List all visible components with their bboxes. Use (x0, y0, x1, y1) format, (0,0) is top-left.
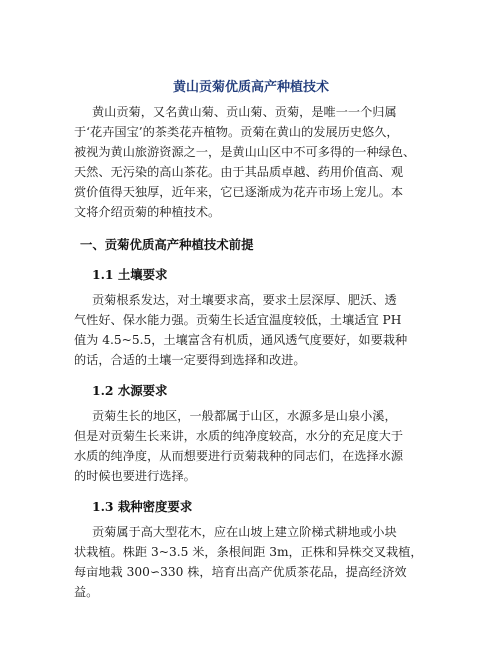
water-line-4: 的时候也要进行选择。 (74, 469, 196, 483)
density-line-4: 益。 (74, 585, 99, 599)
soil-line-4: 的话，合适的土壤一定要得到选择和改进。 (74, 353, 306, 367)
soil-line-3: 值为 4.5~5.5，土壤富含有机质，通风透气度要好，如要栽种 (74, 333, 408, 347)
subsection-1-2-heading: 1.2 水源要求 (92, 383, 168, 398)
intro-line-2: 于‘花卉国宝’的茶类花卉植物。贡菊在黄山的发展历史悠久， (74, 125, 399, 139)
density-line-1: 贡菊属于高大型花木，应在山坡上建立阶梯式耕地或小块 (92, 525, 397, 539)
section-1-heading: 一、贡菊优质高产种植技术前提 (80, 237, 254, 252)
soil-line-2: 气性好、保水能力强。贡菊生长适宜温度较低，土壤适宜 PH (74, 313, 402, 327)
subsection-1-3-heading: 1.3 栽种密度要求 (92, 499, 193, 514)
document-title: 黄山贡菊优质高产种植技术 (172, 80, 329, 95)
water-line-3: 水质的纯净度，从而想要进行贡菊栽种的同志们，在选择水源 (74, 449, 404, 463)
density-line-3: 每亩地栽 300∽330 株，培育出高产优质茶花品，提高经济效 (74, 565, 407, 579)
intro-line-4: 天然、无污染的高山茶花。由于其品质卓越、药用价值高、观 (74, 165, 404, 179)
density-line-2: 状栽植。株距 3~3.5 米，条根间距 3m，正株和异株交叉栽植， (74, 545, 423, 559)
water-line-2: 但是对贡菊生长来讲，水质的纯净度较高，水分的充足度大于 (74, 429, 404, 443)
water-line-1: 贡菊生长的地区，一般都属于山区，水源多是山泉小溪， (92, 409, 397, 423)
soil-line-1: 贡菊根系发达，对土壤要求高，要求土层深厚、肥沃、透 (92, 293, 397, 307)
intro-line-5: 赏价值得天独厚，近年来，它已逐渐成为花卉市场上宠儿。本 (74, 185, 404, 199)
intro-line-6: 文将介绍贡菊的种植技术。 (74, 205, 221, 219)
subsection-1-1-heading: 1.1 土壤要求 (92, 267, 168, 282)
intro-line-3: 被视为黄山旅游资源之一，是黄山山区中不可多得的一种绿色、 (74, 145, 416, 159)
intro-line-1: 黄山贡菊，又名黄山菊、贡山菊、贡菊，是唯一一个归属 (92, 105, 397, 119)
